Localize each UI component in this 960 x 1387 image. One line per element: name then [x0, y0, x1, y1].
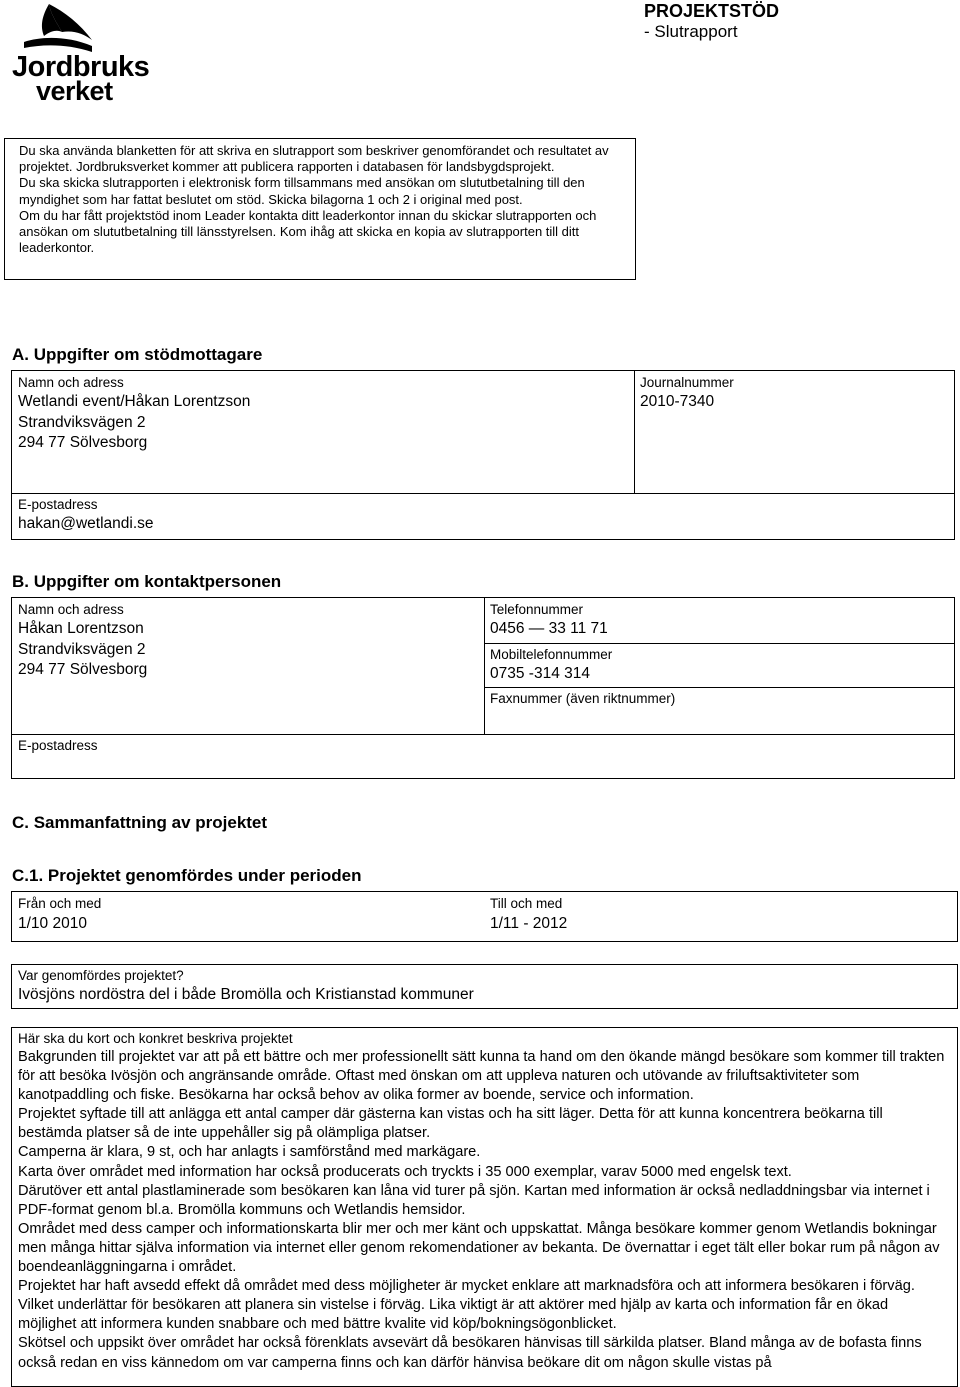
instructions-box	[4, 138, 636, 280]
description-label: Här ska du kort och konkret beskriva projektet	[18, 1031, 293, 1046]
description-paragraph: Området med dess camper och informationskarta blir mer och mer känt och uppskattat. Många besökare kommer genom Wetlandis bokningar men många hittar själva information via internet eller genom rekomendationer av bekanta. De övernattar i eget tält eller bokar rum på någon av boendeanläggningarna i området.	[18, 1220, 940, 1276]
postal-line: 294 77 Sölvesborg	[18, 434, 148, 451]
jordbruksverket-logo	[12, 2, 150, 106]
description-paragraph: Camperna är klara, 9 st, och har anlagts i samförstånd med markägare.	[18, 1144, 481, 1161]
document-title: PROJEKTSTÖD	[644, 1, 780, 21]
logo-text-line2: verket	[36, 76, 113, 106]
email-value[interactable]: hakan@wetlandi.se	[18, 515, 154, 532]
intro-paragraph-3: Om du har fått projektstöd inom Leader kontakta ditt leaderkontor innan du skickar slutrapporten och ansökan om slututbetalning till länsstyrelsen. Kom ihåg att skicka en kopia av slutrapporten till ditt leaderkontor.	[19, 207, 597, 256]
mobile-value[interactable]: 0735 -314 314	[490, 665, 590, 682]
section-b-box	[11, 597, 955, 779]
description-paragraph: Projektet har haft avsedd effekt då området med dess möjligheter är mycket enklare att marknadsföra och att informera besökaren i förväg. Vilket underlättar för besökaren att planera sin vistelse i förväg. Lika viktigt är att aktörer med hjälp av karta och information får en ökad möjlighet att informera kunden snabbare och med bättre kvalite vid köp/bokningsögonblicket.	[18, 1278, 915, 1333]
period-box	[11, 891, 958, 942]
mobile-label: Mobiltelefonnummer	[490, 647, 613, 662]
description-paragraph: Projektet syftade till att anlägga ett antal camper där gästerna kan vistas och ha sitt läger. Detta för att kunna koncentrera beökarna till bestämda platser så de inte uppehåller sig på olämpliga platser.	[18, 1106, 883, 1142]
section-c1-heading: C.1. Projektet genomfördes under perioden	[12, 866, 362, 885]
email-label: E-postadress	[18, 497, 98, 512]
location-label: Var genomfördes projektet?	[18, 968, 184, 983]
intro-paragraph-2: Du ska skicka slutrapporten i elektronisk form tillsammans med ansökan om slututbetalning till den myndighet som har fattat beslutet om stöd. Skicka bilagorna 1 och 2 i original med post.	[19, 175, 585, 207]
phone-label: Telefonnummer	[490, 602, 584, 617]
description-paragraph: Därutöver ett antal plastlaminerade som besökaren kan låna vid turer på sjön. Kartan med information är också nedladdningsbar via internet i PDF-format genom bl.a. Bromölla kommuns och Wetlandis hemsidor.	[18, 1182, 930, 1218]
contact-postal-line: 294 77 Sölvesborg	[18, 661, 148, 678]
contact-email-label: E-postadress	[18, 738, 98, 753]
address-line: Strandviksvägen 2	[18, 414, 146, 431]
description-paragraph: Skötsel och uppsikt över området har också förenklats avsevärt då besökaren hänvisas till särkilda platser. Bland många av de bofasta finns också redan en viss kännedom om var camperna finns och kan därför hänvisa beökare dit om någon skulle vistas på	[18, 1335, 922, 1371]
description-paragraph: Bakgrunden till projektet var att på ett bättre och mer professionellt sätt kunna ta hand om den ökande mängd besökare som kommer till trakten för att besöka Ivösjön och angränsande område. Oftast med önskan om att uppleva naturen och utövande av friluftsaktiviteter som kanotpaddling och fiske. Besökarna har också behov av olika former av boende, service och information.	[18, 1049, 945, 1104]
description-box	[11, 1027, 958, 1387]
journal-number-label: Journalnummer	[640, 375, 734, 390]
to-label: Till och med	[490, 896, 563, 911]
description-paragraph: Karta över området med information har också producerats och tryckts i 35 000 exemplar, varav 5000 med engelsk text.	[18, 1163, 792, 1180]
location-box	[11, 964, 958, 1009]
name-address-label: Namn och adress	[18, 375, 124, 390]
logo-text-line1: Jordbruks	[12, 51, 150, 83]
location-value[interactable]: Ivösjöns nordöstra del i både Bromölla och Kristianstad kommuner	[18, 986, 474, 1003]
document-subtitle: - Slutrapport	[644, 22, 738, 41]
from-value[interactable]: 1/10 2010	[18, 915, 87, 932]
section-a-box	[11, 370, 955, 540]
contact-name-label: Namn och adress	[18, 602, 124, 617]
contact-name-line: Håkan Lorentzson	[18, 620, 144, 637]
contact-address-line: Strandviksvägen 2	[18, 641, 146, 658]
section-b-heading: B. Uppgifter om kontaktpersonen	[12, 572, 282, 591]
to-value[interactable]: 1/11 - 2012	[490, 915, 568, 932]
journal-number-value[interactable]: 2010-7340	[640, 393, 715, 410]
section-c-heading: C. Sammanfattning av projektet	[12, 813, 268, 832]
from-label: Från och med	[18, 896, 102, 911]
phone-value[interactable]: 0456 — 33 11 71	[490, 620, 608, 637]
section-a-heading: A. Uppgifter om stödmottagare	[12, 345, 263, 364]
fax-label: Faxnummer (även riktnummer)	[490, 691, 676, 706]
intro-paragraph-1: Du ska använda blanketten för att skriva en slutrapport som beskriver genomförandet och resultatet av projektet. Jordbruksverket kommer att publicera rapporten i databasen för landsbygdsprojekt.	[19, 143, 609, 175]
name-line: Wetlandi event/Håkan Lorentzson	[18, 393, 251, 410]
